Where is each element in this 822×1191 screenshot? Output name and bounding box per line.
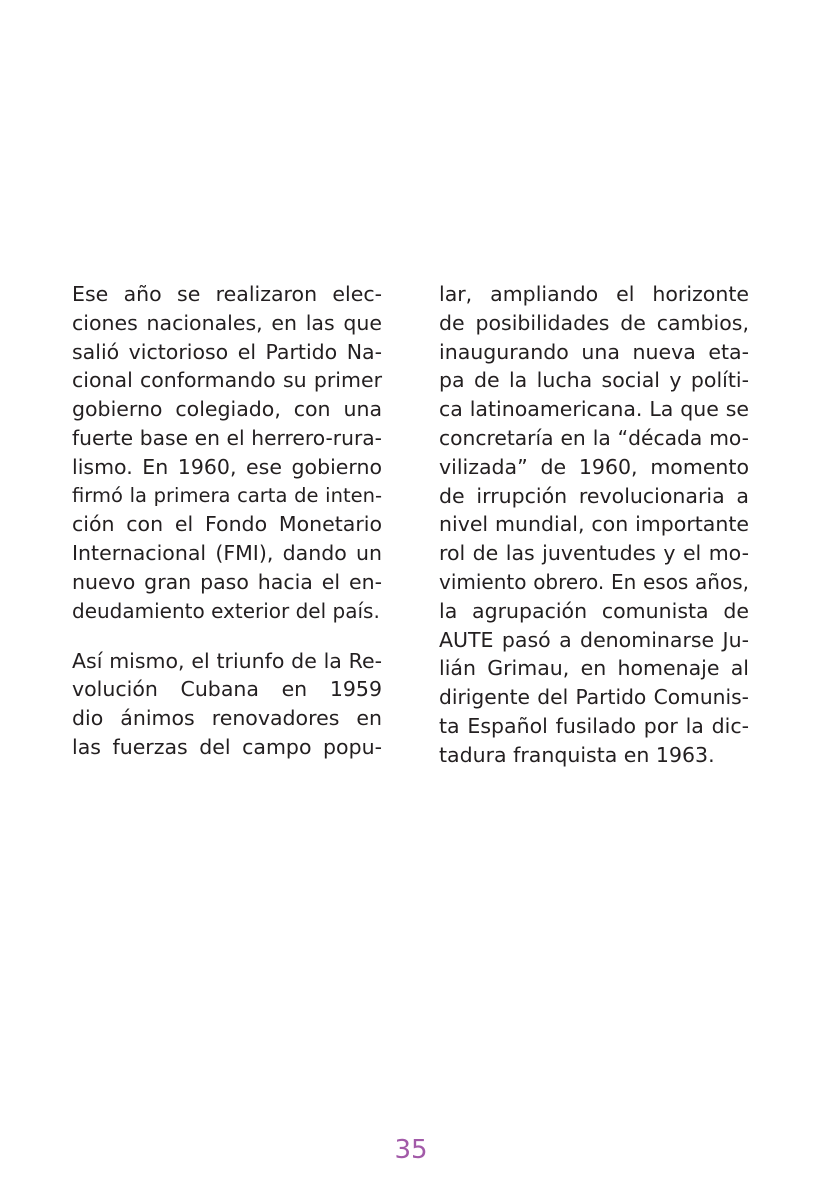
text-line: firmó la primera carta de inten- bbox=[72, 483, 382, 507]
text-line: ción con el Fondo Monetario bbox=[72, 512, 382, 537]
right-column bbox=[439, 280, 749, 770]
text-line: tadura franquista en 1963. bbox=[439, 742, 715, 767]
text-line: fuerte base en el herrero-rura- bbox=[72, 425, 382, 450]
text-line: ca latinoamericana. La que se bbox=[439, 397, 749, 422]
text-line: cional conformando su primer bbox=[72, 368, 382, 393]
text-line: inaugurando una nueva eta- bbox=[439, 339, 749, 364]
text-line: lián Grimau, en homenaje al bbox=[439, 656, 749, 681]
text-line: ta Español fusilado por la dic- bbox=[439, 713, 749, 738]
text-line: deudamiento exterior del país. bbox=[72, 598, 380, 623]
paragraph bbox=[72, 647, 382, 762]
text-line: Internacional (FMI), dando un bbox=[72, 541, 382, 566]
text-line: nivel mundial, con importante bbox=[439, 512, 749, 537]
text-line: lar, ampliando el horizonte bbox=[439, 282, 749, 306]
text-line: de irrupción revolucionaria a bbox=[439, 483, 749, 508]
text-line: pa de la lucha social y políti- bbox=[439, 368, 749, 393]
text-line: vimiento obrero. En esos años, bbox=[439, 569, 749, 594]
text-line: dio ánimos renovadores en bbox=[72, 706, 382, 731]
text-line: rol de las juventudes y el mo- bbox=[439, 541, 749, 566]
text-line: volución Cubana en 1959 bbox=[72, 677, 382, 702]
text-line: salió victorioso el Partido Na- bbox=[72, 339, 382, 364]
paragraph bbox=[439, 280, 749, 770]
text-line: concretaría en la “década mo- bbox=[439, 425, 749, 450]
text-line: la agrupación comunista de bbox=[439, 598, 749, 623]
text-line: de posibilidades de cambios, bbox=[439, 310, 749, 335]
text-line: Ese año se realizaron elec- bbox=[72, 282, 382, 306]
page-number: 35 bbox=[394, 1135, 428, 1165]
left-column bbox=[72, 280, 382, 762]
paragraph-spacer bbox=[72, 626, 382, 647]
text-line: las fuerzas del campo popu- bbox=[72, 734, 382, 759]
text-line: Así mismo, el triunfo de la Re- bbox=[72, 648, 382, 673]
text-line: ciones nacionales, en las que bbox=[72, 310, 382, 335]
text-line: vilizada” de 1960, momento bbox=[439, 454, 749, 479]
text-line: lismo. En 1960, ese gobierno bbox=[72, 454, 382, 479]
text-line: AUTE pasó a denominarse Ju- bbox=[439, 627, 749, 652]
text-line: nuevo gran paso hacia el en- bbox=[72, 569, 382, 594]
text-line: dirigente del Partido Comunis- bbox=[439, 685, 749, 710]
text-line: gobierno colegiado, con una bbox=[72, 397, 382, 422]
paragraph bbox=[72, 280, 382, 626]
